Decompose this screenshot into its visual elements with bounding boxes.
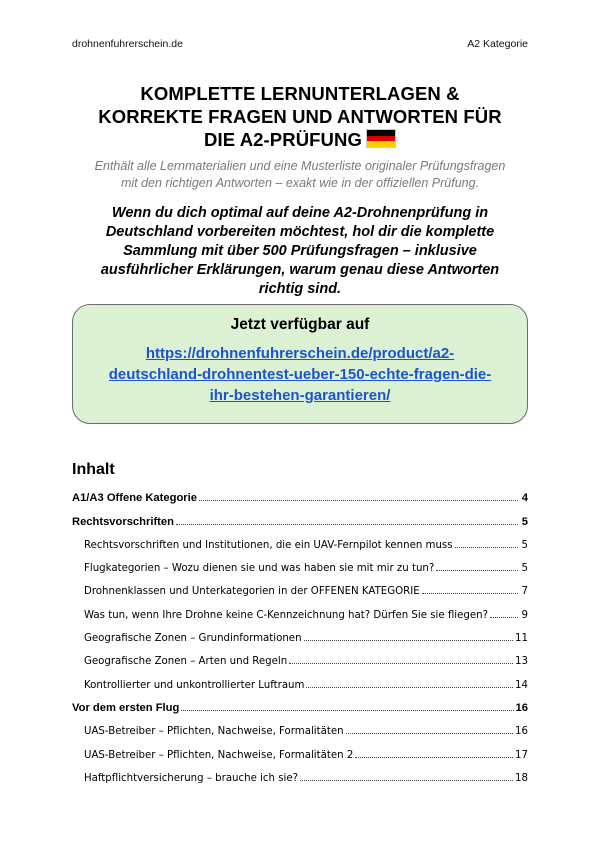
- title-line-2: KORREKTE FRAGEN UND ANTWORTEN FÜR: [98, 106, 502, 127]
- toc-entry[interactable]: [72, 555, 528, 578]
- subtitle-line-2: mit den richtigen Antworten – exakt wie in der offiziellen Prüfung.: [120, 176, 480, 190]
- toc-leader-dots: [422, 593, 518, 594]
- toc-entry[interactable]: [72, 625, 528, 648]
- toc-page-number: 14: [515, 679, 528, 691]
- toc-entry-text: Kontrollierter und unkontrollierter Luftraum: [84, 679, 305, 691]
- intro-line-4: ausführlicher Erklärungen, warum genau diese Antworten: [100, 262, 500, 278]
- title-line-3-wrap: [60, 128, 540, 151]
- toc-entry-text: Was tun, wenn Ihre Drohne keine C-Kennzeichnung hat? Dürfen Sie sie fliegen?: [84, 609, 488, 621]
- product-link-line-3: ihr-bestehen-garantieren/: [209, 387, 391, 404]
- page-header: [72, 38, 528, 50]
- toc-leader-dots: [176, 524, 518, 525]
- intro-paragraph: [64, 204, 536, 299]
- toc-entry-text: Haftpflichtversicherung – brauche ich sie?: [84, 772, 299, 784]
- toc-leader-dots: [289, 663, 513, 664]
- toc-entry[interactable]: [72, 765, 528, 788]
- toc-leader-dots: [304, 640, 514, 641]
- toc-page-number: 5: [521, 539, 528, 551]
- toc-page-number: 5: [521, 515, 528, 528]
- availability-box: [72, 304, 528, 424]
- toc-page-number: 4: [521, 492, 528, 505]
- toc-page-number: 13: [515, 656, 528, 668]
- product-link-line-1: https://drohnenfuhrerschein.de/product/a2-: [145, 345, 455, 362]
- toc-entry-text: Flugkategorien – Wozu dienen sie und was haben sie mit mir zu tun?: [84, 563, 435, 575]
- toc-page-number: 17: [515, 749, 528, 761]
- toc-entry[interactable]: [72, 532, 528, 555]
- site-name: drohnenfuhrerschein.de: [72, 38, 183, 50]
- toc-entry[interactable]: [72, 508, 528, 531]
- document-title: [60, 82, 540, 151]
- toc-entry-text: Vor dem ersten Flug: [72, 701, 180, 714]
- toc-page-number: 16: [515, 701, 528, 714]
- category-label: A2 Kategorie: [467, 38, 528, 50]
- toc-entry[interactable]: [72, 601, 528, 624]
- germany-flag-icon: [366, 129, 396, 148]
- toc-entry-text: Geografische Zonen – Grundinformationen: [84, 633, 302, 645]
- toc-entry[interactable]: [72, 718, 528, 741]
- subtitle: [60, 158, 540, 192]
- toc-page-number: 9: [521, 609, 528, 621]
- product-link-line-2: deutschland-drohnentest-ueber-150-echte-fragen-die-: [108, 366, 492, 383]
- table-of-contents: [72, 485, 528, 788]
- toc-page-number: 11: [515, 633, 528, 645]
- toc-entry-text: A1/A3 Offene Kategorie: [72, 492, 197, 505]
- intro-line-3: Sammlung mit über 500 Prüfungsfragen – inklusive: [123, 243, 477, 259]
- toc-entry-text: UAS-Betreiber – Pflichten, Nachweise, Formalitäten: [84, 726, 344, 738]
- toc-leader-dots: [490, 617, 518, 618]
- title-line-3: DIE A2-PRÜFUNG: [204, 129, 362, 150]
- toc-entry[interactable]: [72, 671, 528, 694]
- toc-entry[interactable]: [72, 648, 528, 671]
- toc-page-number: 18: [515, 772, 528, 784]
- toc-entry-text: Geografische Zonen – Arten und Regeln: [84, 656, 288, 668]
- toc-page-number: 5: [521, 563, 528, 575]
- intro-line-2: Deutschland vorbereiten möchtest, hol dir die komplette: [105, 224, 495, 240]
- subtitle-line-1: Enthält alle Lernmaterialien und eine Musterliste originaler Prüfungsfragen: [94, 159, 506, 173]
- toc-leader-dots: [436, 570, 518, 571]
- toc-entry[interactable]: [72, 485, 528, 508]
- toc-entry-text: Rechtsvorschriften und Institutionen, die ein UAV-Fernpilot kennen muss: [84, 539, 453, 551]
- product-link[interactable]: [97, 343, 503, 406]
- toc-entry[interactable]: [72, 578, 528, 601]
- toc-entry-text: Drohnenklassen und Unterkategorien in der OFFENEN KATEGORIE: [84, 586, 420, 598]
- toc-leader-dots: [300, 780, 513, 781]
- toc-entry[interactable]: [72, 741, 528, 764]
- toc-leader-dots: [181, 710, 513, 711]
- intro-line-1: Wenn du dich optimal auf deine A2-Drohnenprüfung in: [111, 205, 489, 221]
- toc-title: Inhalt: [72, 461, 115, 478]
- toc-leader-dots: [355, 757, 513, 758]
- toc-page-number: 7: [521, 586, 528, 598]
- cta-heading: Jetzt verfügbar auf: [230, 316, 370, 333]
- toc-leader-dots: [455, 547, 518, 548]
- toc-entry[interactable]: [72, 695, 528, 718]
- toc-leader-dots: [346, 733, 513, 734]
- toc-leader-dots: [306, 687, 513, 688]
- toc-page-number: 16: [515, 726, 528, 738]
- toc-entry-text: UAS-Betreiber – Pflichten, Nachweise, Formalitäten 2: [84, 749, 354, 761]
- toc-entry-text: Rechtsvorschriften: [72, 515, 174, 528]
- toc-leader-dots: [199, 500, 518, 501]
- intro-line-5: richtig sind.: [258, 281, 342, 297]
- title-line-1: KOMPLETTE LERNUNTERLAGEN &: [140, 83, 460, 104]
